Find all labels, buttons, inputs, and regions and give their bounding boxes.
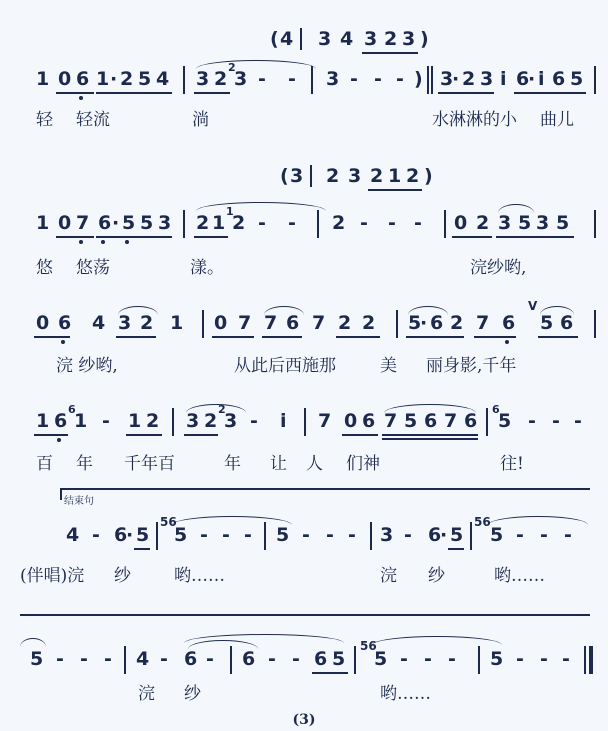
note: 4 (280, 28, 294, 50)
note-line-5 (0, 514, 608, 554)
dash: - (552, 410, 560, 432)
barline (486, 408, 488, 436)
note: 3 (480, 68, 494, 90)
barline (124, 646, 126, 674)
note: 3 (364, 28, 378, 50)
page-number: (3) (292, 712, 316, 728)
lyric: 从此后西施那 (234, 356, 336, 376)
note: 3 (118, 312, 132, 334)
grace-note: 2 (228, 61, 236, 74)
note: 6 (560, 312, 574, 334)
barline (478, 646, 480, 674)
dash: - (160, 648, 168, 670)
dash: - (92, 524, 100, 546)
note: 0 (58, 68, 72, 90)
note: ( (270, 28, 279, 50)
note: 4 (92, 312, 106, 334)
dash: - (258, 212, 266, 234)
note: 6 (502, 312, 516, 334)
note: 5 (136, 524, 150, 546)
dot: · (112, 212, 120, 234)
note: 2 (232, 212, 246, 234)
barline (354, 646, 356, 674)
barline (300, 28, 302, 50)
octave-dot (79, 240, 83, 244)
note-line-2 (0, 206, 608, 246)
underline (448, 548, 464, 550)
note: · (110, 68, 118, 90)
note: 5 (404, 410, 418, 432)
lyric: 哟…… (494, 566, 545, 586)
underline (368, 189, 422, 191)
note: 7 (444, 410, 458, 432)
dot: · (528, 68, 536, 90)
note: 3 (318, 28, 332, 50)
note: 6 (242, 648, 256, 670)
note: 6 (184, 648, 198, 670)
dot: · (420, 312, 428, 334)
barline (427, 66, 429, 94)
dash: - (516, 648, 524, 670)
note: 5 (30, 648, 44, 670)
note: 6 (428, 524, 442, 546)
note: 7 (264, 312, 278, 334)
note: i (538, 68, 545, 90)
note: 3 (348, 165, 362, 187)
lyric: 美 (380, 356, 397, 376)
tie (196, 60, 316, 69)
grace-note: 1 (226, 205, 234, 218)
octave-dot (505, 340, 509, 344)
note: 1 (128, 410, 142, 432)
tie (488, 516, 588, 525)
note: i (280, 410, 287, 432)
dash: - (104, 648, 112, 670)
note: 3 (158, 212, 172, 234)
note: 6 (98, 212, 112, 234)
note: 1 (96, 68, 110, 90)
dash: - (200, 524, 208, 546)
octave-dot (101, 240, 105, 244)
note: 5 (138, 68, 152, 90)
note: 6 (114, 524, 128, 546)
lyric: 丽身影,千年 (426, 356, 517, 376)
lyric: 轻 (36, 110, 53, 130)
note: 5 (490, 648, 504, 670)
ossia-line-1 (0, 20, 608, 60)
tie (172, 516, 292, 525)
note: 5 (374, 648, 388, 670)
tie (264, 306, 304, 315)
tie (186, 403, 246, 416)
lyric: 年 (224, 454, 241, 474)
dash: - (424, 648, 432, 670)
lyric: 淌 (192, 110, 209, 130)
dash: - (396, 68, 404, 90)
dash: - (574, 410, 582, 432)
note-line-6 (0, 640, 608, 680)
lyric: 们神 (346, 454, 380, 474)
underline (382, 438, 478, 440)
underline (452, 236, 492, 238)
note: 7 (318, 410, 332, 432)
note: 3 (380, 524, 394, 546)
dash: - (250, 410, 258, 432)
note: 5 (450, 524, 464, 546)
dash: - (348, 524, 356, 546)
note: 3 (186, 410, 200, 432)
note: 6 (314, 648, 328, 670)
note: 2 (450, 312, 464, 334)
tie (20, 638, 46, 647)
note: 2 (326, 165, 340, 187)
lyric: 浣 (138, 684, 155, 704)
tie (540, 306, 574, 315)
note: i (500, 68, 507, 90)
grace-note: 56 (474, 515, 491, 529)
underline (474, 336, 516, 338)
note: 0 (58, 212, 72, 234)
lyric-line-6 (0, 682, 608, 712)
note: 2 (370, 165, 384, 187)
note-line-1 (0, 62, 608, 102)
underline (134, 548, 150, 550)
lyric: 曲儿 (540, 110, 574, 130)
tie (498, 204, 534, 213)
barline (594, 310, 596, 338)
octave-dot (61, 340, 65, 344)
lyric: 轻流 (76, 110, 110, 130)
lyric: 往! (500, 454, 524, 474)
underline (56, 236, 94, 238)
tie (372, 636, 502, 645)
underline (96, 236, 172, 238)
note: 6 (430, 312, 444, 334)
underline (342, 434, 378, 436)
note: 5 (556, 212, 570, 234)
note: 4 (156, 68, 170, 90)
dash: - (516, 524, 524, 546)
note: 3 (196, 68, 210, 90)
final-barline-thin (584, 646, 586, 674)
note: 0 (454, 212, 468, 234)
dash: - (206, 648, 214, 670)
barline (444, 210, 446, 238)
lyric: 哟…… (380, 684, 431, 704)
lyric: 漾。 (190, 258, 224, 278)
note: 2 (140, 312, 154, 334)
octave-dot (79, 96, 83, 100)
grace-note: 6 (492, 403, 500, 416)
note: 3 (440, 68, 454, 90)
grace-note: 2 (218, 403, 226, 416)
dot: · (126, 524, 134, 546)
dash: - (222, 524, 230, 546)
underline (194, 236, 228, 238)
underline (382, 434, 478, 436)
lyric-line-1 (0, 110, 608, 140)
dash: - (258, 68, 266, 90)
grace-note: 56 (360, 639, 377, 653)
note: ( (280, 165, 289, 187)
dash: - (102, 410, 110, 432)
barline (396, 310, 398, 338)
underline (34, 336, 70, 338)
note: 7 (238, 312, 252, 334)
note: 3 (290, 165, 304, 187)
lyric: 年 (76, 454, 93, 474)
barline (370, 522, 372, 550)
underline (212, 336, 254, 338)
dash: - (564, 524, 572, 546)
note: 1 (170, 312, 184, 334)
note: 7 (312, 312, 326, 334)
dash: - (302, 524, 310, 546)
note: 3 (536, 212, 550, 234)
note: 4 (340, 28, 354, 50)
lyric: 悠荡 (76, 258, 110, 278)
barline (230, 646, 232, 674)
underline (438, 92, 494, 94)
note: 2 (146, 410, 160, 432)
note: 3 (498, 212, 512, 234)
lyric: 百 (36, 454, 53, 474)
barline (431, 66, 433, 94)
dash: - (56, 648, 64, 670)
note: 2 (338, 312, 352, 334)
dash: - (350, 68, 358, 90)
note: 6 (362, 410, 376, 432)
paren: ) (414, 68, 423, 90)
note: 5 (122, 212, 136, 234)
note: 2 (214, 68, 228, 90)
dash: - (404, 524, 412, 546)
lyric: 人 (306, 454, 323, 474)
note: 5 (276, 524, 290, 546)
underline (34, 434, 68, 436)
octave-dot (57, 438, 61, 442)
note: 5 (540, 312, 554, 334)
barline (183, 66, 185, 94)
lyric: 哟…… (174, 566, 225, 586)
note: 2 (406, 165, 420, 187)
dash: - (414, 212, 422, 234)
lyric-line-2 (0, 254, 608, 284)
note: 1 (36, 68, 50, 90)
dash: - (326, 524, 334, 546)
dash: - (288, 68, 296, 90)
note: 2 (362, 312, 376, 334)
lyric: 纱 (114, 566, 131, 586)
note: 3 (234, 68, 248, 90)
note: 7 (384, 410, 398, 432)
grace-note: 56 (160, 515, 177, 529)
ossia-line-2 (0, 155, 608, 195)
note: 6 (58, 312, 72, 334)
note: 0 (214, 312, 228, 334)
note: 3 (402, 28, 416, 50)
note: 6 (464, 410, 478, 432)
note: 1 (74, 410, 88, 432)
lyric: 千年百 (124, 454, 175, 474)
lyric: 悠 (36, 258, 53, 278)
underline (538, 336, 578, 338)
lyric: 水淋淋的小 (432, 110, 517, 130)
barline (470, 522, 472, 550)
note: 5 (332, 648, 346, 670)
dash: - (528, 410, 536, 432)
underline (514, 92, 586, 94)
note: 6 (516, 68, 530, 90)
note: 3 (224, 410, 238, 432)
note: 2 (204, 410, 218, 432)
barline (172, 408, 174, 436)
underline (496, 236, 574, 238)
note: 0 (36, 312, 50, 334)
underline (96, 92, 172, 94)
note: 5 (174, 524, 188, 546)
dash: - (374, 68, 382, 90)
note: 1 (36, 410, 50, 432)
note: ) (420, 28, 429, 50)
note: 2 (332, 212, 346, 234)
underline (194, 92, 230, 94)
underline (406, 336, 464, 338)
lyric-line-3 (0, 352, 608, 382)
note: 2 (476, 212, 490, 234)
final-barline-thick (589, 646, 593, 674)
tie (384, 404, 476, 413)
note: 4 (66, 524, 80, 546)
note: 5 (140, 212, 154, 234)
tie (118, 306, 158, 315)
note: 3 (326, 68, 340, 90)
dash: - (292, 648, 300, 670)
underline (312, 672, 348, 674)
barline (264, 522, 266, 550)
barline (310, 165, 312, 187)
dash: - (268, 648, 276, 670)
underline (116, 336, 156, 338)
note: 6 (552, 68, 566, 90)
dash: - (80, 648, 88, 670)
note: 1 (388, 165, 402, 187)
underline (56, 92, 94, 94)
note: 4 (136, 648, 150, 670)
underline (362, 52, 418, 54)
lyric-line-5 (0, 564, 608, 594)
dash: - (388, 212, 396, 234)
note: 6 (424, 410, 438, 432)
note: 1 (36, 212, 50, 234)
note: 2 (120, 68, 134, 90)
note: 5 (490, 524, 504, 546)
dash: - (360, 212, 368, 234)
lyric-line-4 (0, 452, 608, 482)
note: 2 (462, 68, 476, 90)
barline (304, 408, 306, 436)
note-line-3 (0, 299, 608, 344)
ending-bracket-left (60, 488, 62, 500)
underline (184, 434, 218, 436)
dash: - (540, 648, 548, 670)
barline (183, 210, 185, 238)
dot: · (452, 68, 460, 90)
barline (594, 210, 596, 238)
note: 0 (344, 410, 358, 432)
dash: - (288, 212, 296, 234)
note: 5 (408, 312, 422, 334)
underline (126, 434, 162, 436)
note: 5 (518, 212, 532, 234)
tie (408, 306, 448, 315)
note: 2 (384, 28, 398, 50)
note: 5 (498, 410, 512, 432)
grace-note: 6 (68, 403, 76, 416)
dash: - (448, 648, 456, 670)
underline (336, 336, 380, 338)
dash: - (244, 524, 252, 546)
dot: · (440, 524, 448, 546)
note: 6 (76, 68, 90, 90)
underline (262, 336, 302, 338)
note: 5 (570, 68, 584, 90)
lyric: 浣 (380, 566, 397, 586)
note-line-4 (0, 402, 608, 442)
lyric: 浣 纱哟, (56, 356, 118, 376)
barline (202, 310, 204, 338)
lyric: 浣纱哟, (470, 258, 527, 278)
note: 2 (196, 212, 210, 234)
ending-bracket-top (60, 488, 590, 490)
note: 1 (212, 212, 226, 234)
lyric: 纱 (184, 684, 201, 704)
lyric: 让 (270, 454, 287, 474)
section-separator (20, 614, 590, 616)
lyric: (伴唱)浣 (20, 566, 85, 586)
barline (156, 522, 158, 550)
note: 7 (76, 212, 90, 234)
tie (196, 202, 326, 211)
barline (594, 66, 596, 94)
note: 7 (476, 312, 490, 334)
ending-label: 结束句 (64, 496, 94, 507)
barline (317, 210, 319, 238)
dash: - (540, 524, 548, 546)
note: 6 (54, 410, 68, 432)
barline (311, 66, 313, 94)
note: 6 (286, 312, 300, 334)
dash: - (400, 648, 408, 670)
note: ) (424, 165, 433, 187)
dash: - (562, 648, 570, 670)
lyric: 纱 (428, 566, 445, 586)
breath-mark: V (528, 299, 538, 313)
octave-dot (125, 240, 129, 244)
